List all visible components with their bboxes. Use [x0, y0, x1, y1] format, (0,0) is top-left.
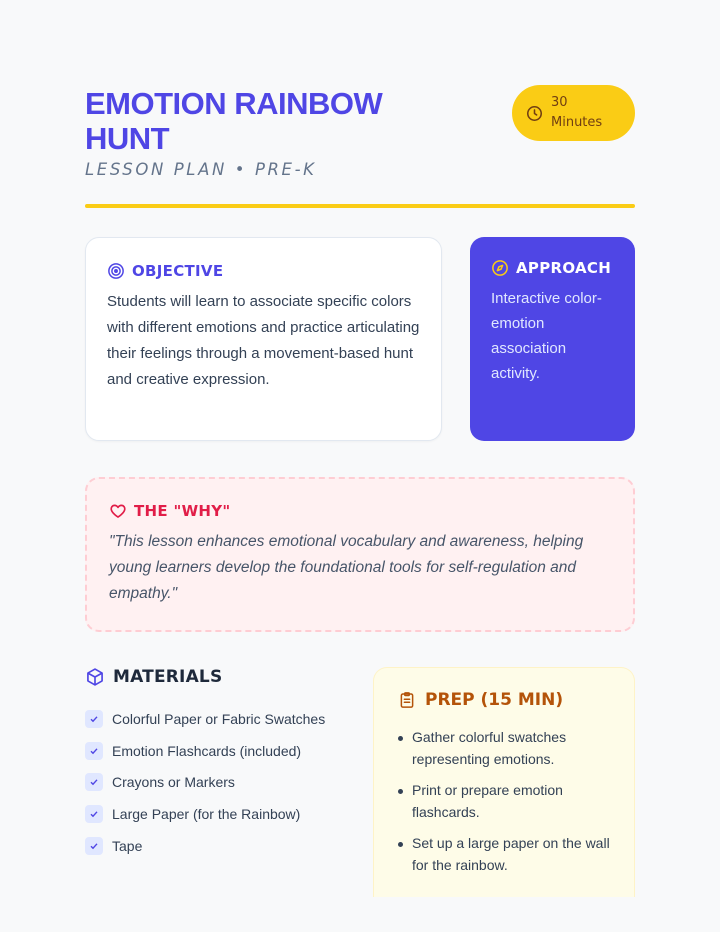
page-subtitle: LESSON PLAN • PRE-K: [85, 160, 317, 179]
duration-text: 30 Minutes: [551, 95, 603, 130]
check-icon: [85, 837, 103, 855]
list-item: Gather colorful swatches representing emotions.: [398, 727, 614, 770]
material-label: Large Paper (for the Rainbow): [112, 806, 301, 823]
prep-header: [398, 690, 614, 710]
prep-heading: PREP (15 MIN): [425, 690, 564, 710]
check-icon: [85, 805, 103, 823]
materials-list: [85, 703, 365, 862]
list-item: [85, 830, 365, 862]
materials-section: [85, 667, 365, 862]
approach-text: Interactive color-emotion association activity.: [491, 290, 602, 382]
list-item: Print or prepare emotion flashcards.: [398, 780, 614, 823]
materials-heading: MATERIALS: [113, 667, 223, 687]
approach-card: [470, 237, 635, 441]
objective-heading: OBJECTIVE: [132, 262, 224, 280]
material-label: Tape: [112, 838, 143, 855]
material-label: Emotion Flashcards (included): [112, 742, 302, 759]
duration-badge: [512, 85, 635, 141]
check-icon: [85, 773, 103, 791]
why-card: [85, 477, 635, 632]
check-icon: [85, 710, 103, 728]
list-item: [85, 798, 365, 830]
list-item: [85, 767, 365, 799]
why-header: [109, 502, 611, 520]
clock-icon: [526, 105, 543, 122]
header-divider: [85, 204, 635, 208]
clipboard-icon: [398, 691, 416, 709]
material-label: Crayons or Markers: [112, 774, 235, 791]
list-item: [85, 735, 365, 767]
materials-header: [85, 667, 365, 687]
objective-card: [85, 237, 442, 441]
why-heading: THE "WHY": [134, 502, 231, 520]
why-quote: "This lesson enhances emotional vocabulary and awareness, helping young learners develop the foundational tools for self-regulation and empathy.": [109, 533, 584, 602]
heart-icon: [109, 502, 127, 520]
list-item: [85, 703, 365, 735]
prep-card: [373, 667, 635, 897]
prep-list: [398, 727, 614, 876]
approach-heading: APPROACH: [516, 259, 612, 277]
objective-text: Students will learn to associate specific colors with different emotions and practice articulating their feelings through a movement-based hunt and creative expression.: [107, 293, 420, 388]
approach-header: [491, 259, 617, 277]
target-icon: [107, 262, 125, 280]
compass-icon: [491, 259, 509, 277]
material-label: Colorful Paper or Fabric Swatches: [112, 710, 326, 727]
check-icon: [85, 742, 103, 760]
page-title: EMOTION RAINBOW HUNT: [85, 86, 383, 156]
list-item: Set up a large paper on the wall for the rainbow.: [398, 833, 614, 876]
objective-header: [107, 262, 421, 280]
box-icon: [85, 667, 105, 687]
